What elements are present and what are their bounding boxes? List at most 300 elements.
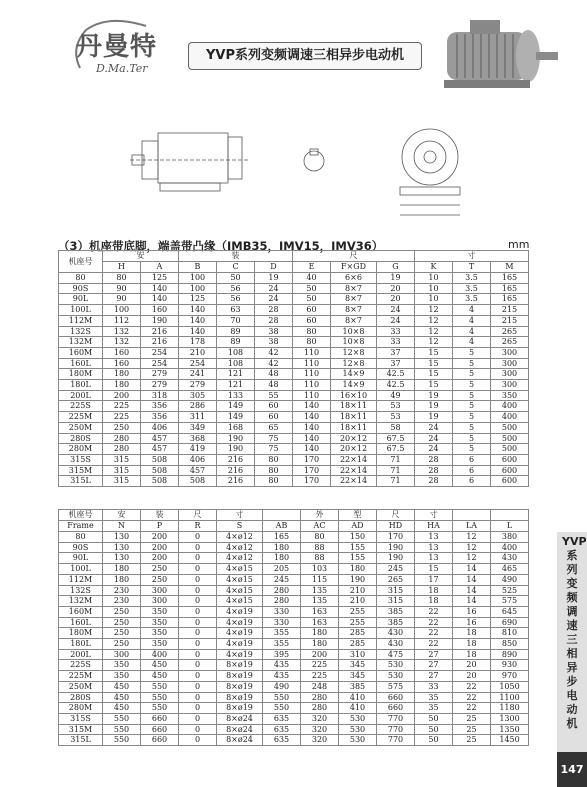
value-cell: 400: [491, 412, 529, 423]
value-cell: 22×14: [331, 476, 377, 487]
value-cell: 18: [453, 649, 491, 660]
frame-cell: 180L: [59, 639, 103, 650]
value-cell: 635: [263, 713, 301, 724]
value-cell: 356: [141, 412, 179, 423]
value-cell: 121: [217, 380, 255, 391]
value-cell: 300: [141, 585, 179, 596]
value-cell: 60: [255, 401, 293, 412]
value-cell: 24: [377, 305, 415, 316]
value-cell: 330: [263, 617, 301, 628]
value-cell: 13: [415, 553, 453, 564]
table-row: [59, 692, 529, 703]
column-header: AC: [301, 521, 339, 532]
value-cell: 315: [103, 454, 141, 465]
outline-label-4: 寸: [415, 510, 453, 521]
value-cell: 180: [103, 564, 141, 575]
value-cell: 0: [179, 713, 217, 724]
value-cell: 279: [141, 380, 179, 391]
column-header: E: [293, 262, 331, 273]
value-cell: 300: [491, 369, 529, 380]
outline-label-2: 型: [339, 510, 377, 521]
frame-cell: 315S: [59, 454, 103, 465]
table-row: [59, 596, 529, 607]
table-row: [59, 380, 529, 391]
value-cell: 27: [415, 649, 453, 660]
value-cell: 550: [263, 703, 301, 714]
value-cell: 0: [179, 574, 217, 585]
value-cell: 285: [339, 639, 377, 650]
value-cell: 140: [141, 294, 179, 305]
value-cell: 110: [293, 358, 331, 369]
value-cell: 280: [263, 596, 301, 607]
column-header: M: [491, 262, 529, 273]
value-cell: 180: [103, 369, 141, 380]
frame-header-cn: 机座号: [59, 510, 103, 521]
value-cell: 15: [415, 564, 453, 575]
value-cell: 19: [415, 401, 453, 412]
value-cell: 165: [491, 294, 529, 305]
value-cell: 930: [491, 660, 529, 671]
value-cell: 500: [491, 422, 529, 433]
value-cell: 90: [103, 294, 141, 305]
value-cell: 18×11: [331, 401, 377, 412]
value-cell: 457: [141, 433, 179, 444]
value-cell: 330: [263, 606, 301, 617]
value-cell: 42: [255, 347, 293, 358]
value-cell: 53: [377, 401, 415, 412]
value-cell: 300: [141, 596, 179, 607]
value-cell: 490: [263, 681, 301, 692]
value-cell: 430: [377, 628, 415, 639]
value-cell: 530: [377, 660, 415, 671]
value-cell: 165: [491, 273, 529, 284]
value-cell: 22: [453, 692, 491, 703]
value-cell: 550: [263, 692, 301, 703]
value-cell: 225: [301, 671, 339, 682]
install-label-3: 尺: [179, 510, 217, 521]
frame-cell: 225S: [59, 660, 103, 671]
value-cell: 4×ø15: [217, 564, 263, 575]
value-cell: 37: [377, 347, 415, 358]
value-cell: 300: [103, 649, 141, 660]
value-cell: 132: [103, 337, 141, 348]
value-cell: 6: [453, 465, 491, 476]
value-cell: 16×10: [331, 390, 377, 401]
table-row: [59, 444, 529, 455]
table-row: [59, 454, 529, 465]
table-row: [59, 542, 529, 553]
value-cell: 230: [103, 596, 141, 607]
value-cell: 20: [453, 671, 491, 682]
value-cell: 345: [339, 671, 377, 682]
value-cell: 3.5: [453, 273, 491, 284]
value-cell: 27: [415, 671, 453, 682]
outline-label-1: 外: [301, 510, 339, 521]
value-cell: 0: [179, 585, 217, 596]
value-cell: 4: [453, 337, 491, 348]
value-cell: 450: [141, 671, 179, 682]
table-row: [59, 585, 529, 596]
value-cell: 12: [415, 326, 453, 337]
frame-cell: 315S: [59, 713, 103, 724]
value-cell: 18×11: [331, 422, 377, 433]
frame-cell: 180M: [59, 369, 103, 380]
value-cell: 132: [103, 326, 141, 337]
value-cell: 130: [103, 553, 141, 564]
frame-cell: 100L: [59, 305, 103, 316]
frame-cell: 280M: [59, 703, 103, 714]
value-cell: 103: [301, 564, 339, 575]
value-cell: 265: [491, 337, 529, 348]
table-row: [59, 358, 529, 369]
value-cell: 20: [377, 294, 415, 305]
table-row: [59, 283, 529, 294]
frame-cell: 280S: [59, 433, 103, 444]
table-row: [59, 639, 529, 650]
value-cell: 320: [301, 735, 339, 746]
value-cell: 660: [377, 692, 415, 703]
value-cell: 770: [377, 735, 415, 746]
frame-cell: 280S: [59, 692, 103, 703]
value-cell: 10×8: [331, 326, 377, 337]
frame-cell: 315M: [59, 465, 103, 476]
value-cell: 16: [453, 606, 491, 617]
value-cell: 575: [491, 596, 529, 607]
frame-cell: 90S: [59, 283, 103, 294]
value-cell: 4: [453, 326, 491, 337]
value-cell: 890: [491, 649, 529, 660]
value-cell: 50: [293, 294, 331, 305]
value-cell: 8×7: [331, 315, 377, 326]
value-cell: 160: [103, 358, 141, 369]
value-cell: 20: [453, 660, 491, 671]
value-cell: 12×8: [331, 347, 377, 358]
value-cell: 368: [179, 433, 217, 444]
frame-cell: 132M: [59, 596, 103, 607]
value-cell: 550: [141, 692, 179, 703]
page-title: YVP系列变频调速三相异步电动机: [188, 42, 422, 70]
value-cell: 37: [377, 358, 415, 369]
column-header: H: [103, 262, 141, 273]
outline-spacer: [453, 510, 491, 521]
value-cell: 0: [179, 596, 217, 607]
table-row: [59, 273, 529, 284]
value-cell: 250: [141, 574, 179, 585]
column-header: HD: [377, 521, 415, 532]
value-cell: 60: [293, 305, 331, 316]
value-cell: 155: [339, 553, 377, 564]
value-cell: 22: [453, 703, 491, 714]
value-cell: 450: [103, 703, 141, 714]
value-cell: 450: [141, 660, 179, 671]
value-cell: 265: [377, 574, 415, 585]
table-row: [59, 390, 529, 401]
value-cell: 24: [415, 433, 453, 444]
value-cell: 350: [141, 606, 179, 617]
frame-cell: 200L: [59, 649, 103, 660]
value-cell: 254: [141, 347, 179, 358]
value-cell: 210: [339, 596, 377, 607]
value-cell: 465: [491, 564, 529, 575]
table-row: [59, 617, 529, 628]
value-cell: 500: [491, 433, 529, 444]
value-cell: 250: [141, 564, 179, 575]
table-row: [59, 703, 529, 714]
frame-cell: 80: [59, 273, 103, 284]
value-cell: 248: [301, 681, 339, 692]
value-cell: 180: [301, 639, 339, 650]
value-cell: 225: [103, 401, 141, 412]
value-cell: 180: [263, 553, 301, 564]
value-cell: 5: [453, 369, 491, 380]
value-cell: 18: [453, 628, 491, 639]
value-cell: 180: [263, 542, 301, 553]
value-cell: 0: [179, 628, 217, 639]
frame-cell: 250M: [59, 422, 103, 433]
value-cell: 10: [415, 283, 453, 294]
value-cell: 1300: [491, 713, 529, 724]
value-cell: 140: [293, 422, 331, 433]
value-cell: 38: [255, 337, 293, 348]
value-cell: 8×ø19: [217, 660, 263, 671]
value-cell: 12: [415, 305, 453, 316]
value-cell: 280: [301, 692, 339, 703]
value-cell: 58: [377, 422, 415, 433]
value-cell: 215: [491, 315, 529, 326]
table-row: [59, 606, 529, 617]
value-cell: 1050: [491, 681, 529, 692]
value-cell: 0: [179, 703, 217, 714]
value-cell: 110: [293, 390, 331, 401]
outline-label-3: 尺: [377, 510, 415, 521]
column-header: LA: [453, 521, 491, 532]
value-cell: 660: [377, 703, 415, 714]
value-cell: 5: [453, 433, 491, 444]
value-cell: 190: [377, 542, 415, 553]
value-cell: 200: [103, 390, 141, 401]
value-cell: 149: [217, 401, 255, 412]
value-cell: 406: [141, 422, 179, 433]
table-row: [59, 735, 529, 746]
value-cell: 89: [217, 326, 255, 337]
value-cell: 385: [339, 681, 377, 692]
frame-cell: 80: [59, 532, 103, 543]
value-cell: 279: [179, 380, 217, 391]
table-row: [59, 326, 529, 337]
value-cell: 190: [377, 553, 415, 564]
value-cell: 135: [301, 585, 339, 596]
value-cell: 8×ø19: [217, 703, 263, 714]
value-cell: 0: [179, 564, 217, 575]
value-cell: 163: [301, 606, 339, 617]
value-cell: 170: [293, 454, 331, 465]
value-cell: 140: [179, 305, 217, 316]
value-cell: 660: [141, 735, 179, 746]
table-row: [59, 476, 529, 487]
value-cell: 410: [339, 692, 377, 703]
frame-cell: 100L: [59, 564, 103, 575]
value-cell: 14×9: [331, 380, 377, 391]
value-cell: 216: [217, 476, 255, 487]
value-cell: 80: [103, 273, 141, 284]
column-header: AB: [263, 521, 301, 532]
value-cell: 385: [377, 606, 415, 617]
value-cell: 400: [491, 542, 529, 553]
value-cell: 4×ø19: [217, 649, 263, 660]
frame-cell: 225S: [59, 401, 103, 412]
value-cell: 80: [255, 465, 293, 476]
value-cell: 22: [415, 639, 453, 650]
column-header: D: [255, 262, 293, 273]
value-cell: 530: [339, 735, 377, 746]
value-cell: 88: [301, 542, 339, 553]
frame-header-en: Frame: [59, 521, 103, 532]
frame-cell: 225M: [59, 412, 103, 423]
value-cell: 8×ø19: [217, 671, 263, 682]
value-cell: 0: [179, 649, 217, 660]
column-header: G: [377, 262, 415, 273]
section-title: （3）机座带底脚，端盖带凸缘（IMB35，IMV15，IMV36）: [58, 239, 384, 253]
value-cell: 4×ø12: [217, 542, 263, 553]
value-cell: 0: [179, 639, 217, 650]
value-cell: 14: [453, 596, 491, 607]
value-cell: 5: [453, 380, 491, 391]
value-cell: 67.5: [377, 444, 415, 455]
column-header: AD: [339, 521, 377, 532]
value-cell: 250: [103, 606, 141, 617]
value-cell: 42.5: [377, 369, 415, 380]
value-cell: 216: [141, 326, 179, 337]
value-cell: 140: [179, 326, 217, 337]
value-cell: 8×7: [331, 294, 377, 305]
value-cell: 457: [179, 465, 217, 476]
value-cell: 190: [217, 444, 255, 455]
value-cell: 300: [491, 347, 529, 358]
value-cell: 419: [179, 444, 217, 455]
value-cell: 140: [293, 412, 331, 423]
table-row: [59, 724, 529, 735]
value-cell: 24: [255, 294, 293, 305]
value-cell: 315: [103, 465, 141, 476]
value-cell: 149: [217, 412, 255, 423]
value-cell: 5: [453, 401, 491, 412]
value-cell: 280: [263, 585, 301, 596]
value-cell: 140: [293, 444, 331, 455]
value-cell: 80: [301, 532, 339, 543]
value-cell: 200: [301, 649, 339, 660]
value-cell: 35: [415, 703, 453, 714]
value-cell: 63: [217, 305, 255, 316]
value-cell: 4: [453, 315, 491, 326]
frame-cell: 132S: [59, 326, 103, 337]
frame-cell: 90L: [59, 553, 103, 564]
value-cell: 88: [301, 553, 339, 564]
value-cell: 300: [491, 380, 529, 391]
frame-cell: 90L: [59, 294, 103, 305]
value-cell: 4×ø15: [217, 585, 263, 596]
table-row: [59, 422, 529, 433]
value-cell: 5: [453, 347, 491, 358]
value-cell: 241: [179, 369, 217, 380]
value-cell: 450: [103, 681, 141, 692]
value-cell: 3.5: [453, 294, 491, 305]
value-cell: 12: [453, 553, 491, 564]
value-cell: 71: [377, 465, 415, 476]
value-cell: 18: [453, 639, 491, 650]
value-cell: 4×ø19: [217, 628, 263, 639]
column-header: HA: [415, 521, 453, 532]
value-cell: 5: [453, 412, 491, 423]
value-cell: 645: [491, 606, 529, 617]
value-cell: 216: [217, 465, 255, 476]
value-cell: 49: [377, 390, 415, 401]
value-cell: 0: [179, 542, 217, 553]
value-cell: 355: [263, 639, 301, 650]
table-row: [59, 305, 529, 316]
value-cell: 406: [179, 454, 217, 465]
value-cell: 4×ø12: [217, 532, 263, 543]
value-cell: 305: [179, 390, 217, 401]
value-cell: 500: [491, 444, 529, 455]
value-cell: 110: [293, 380, 331, 391]
value-cell: 550: [103, 713, 141, 724]
value-cell: 112: [103, 315, 141, 326]
column-header: C: [217, 262, 255, 273]
value-cell: 115: [301, 574, 339, 585]
value-cell: 48: [255, 380, 293, 391]
frame-cell: 250M: [59, 681, 103, 692]
table-row: [59, 671, 529, 682]
value-cell: 121: [217, 369, 255, 380]
value-cell: 38: [255, 326, 293, 337]
column-header: F×GD: [331, 262, 377, 273]
value-cell: 430: [491, 553, 529, 564]
frame-cell: 180L: [59, 380, 103, 391]
value-cell: 490: [491, 574, 529, 585]
value-cell: 150: [339, 532, 377, 543]
value-cell: 315: [103, 476, 141, 487]
column-header: A: [141, 262, 179, 273]
value-cell: 279: [141, 369, 179, 380]
value-cell: 280: [103, 444, 141, 455]
value-cell: 60: [255, 412, 293, 423]
value-cell: 205: [263, 564, 301, 575]
value-cell: 6×6: [331, 273, 377, 284]
value-cell: 5: [453, 444, 491, 455]
value-cell: 0: [179, 606, 217, 617]
value-cell: 160: [141, 305, 179, 316]
value-cell: 215: [491, 305, 529, 316]
value-cell: 200: [141, 532, 179, 543]
logo-chinese: 丹曼特: [76, 32, 158, 62]
value-cell: 8×7: [331, 305, 377, 316]
install-header-4: 寸: [415, 251, 529, 262]
value-cell: 50: [415, 724, 453, 735]
frame-cell: 315M: [59, 724, 103, 735]
value-cell: 770: [377, 713, 415, 724]
table-row: [59, 628, 529, 639]
value-cell: 14×9: [331, 369, 377, 380]
value-cell: 530: [339, 724, 377, 735]
dimension-table-1: [58, 250, 529, 487]
value-cell: 19: [415, 390, 453, 401]
value-cell: 140: [179, 315, 217, 326]
value-cell: 8×7: [331, 283, 377, 294]
value-cell: 0: [179, 692, 217, 703]
value-cell: 20: [377, 283, 415, 294]
value-cell: 318: [141, 390, 179, 401]
value-cell: 410: [339, 703, 377, 714]
